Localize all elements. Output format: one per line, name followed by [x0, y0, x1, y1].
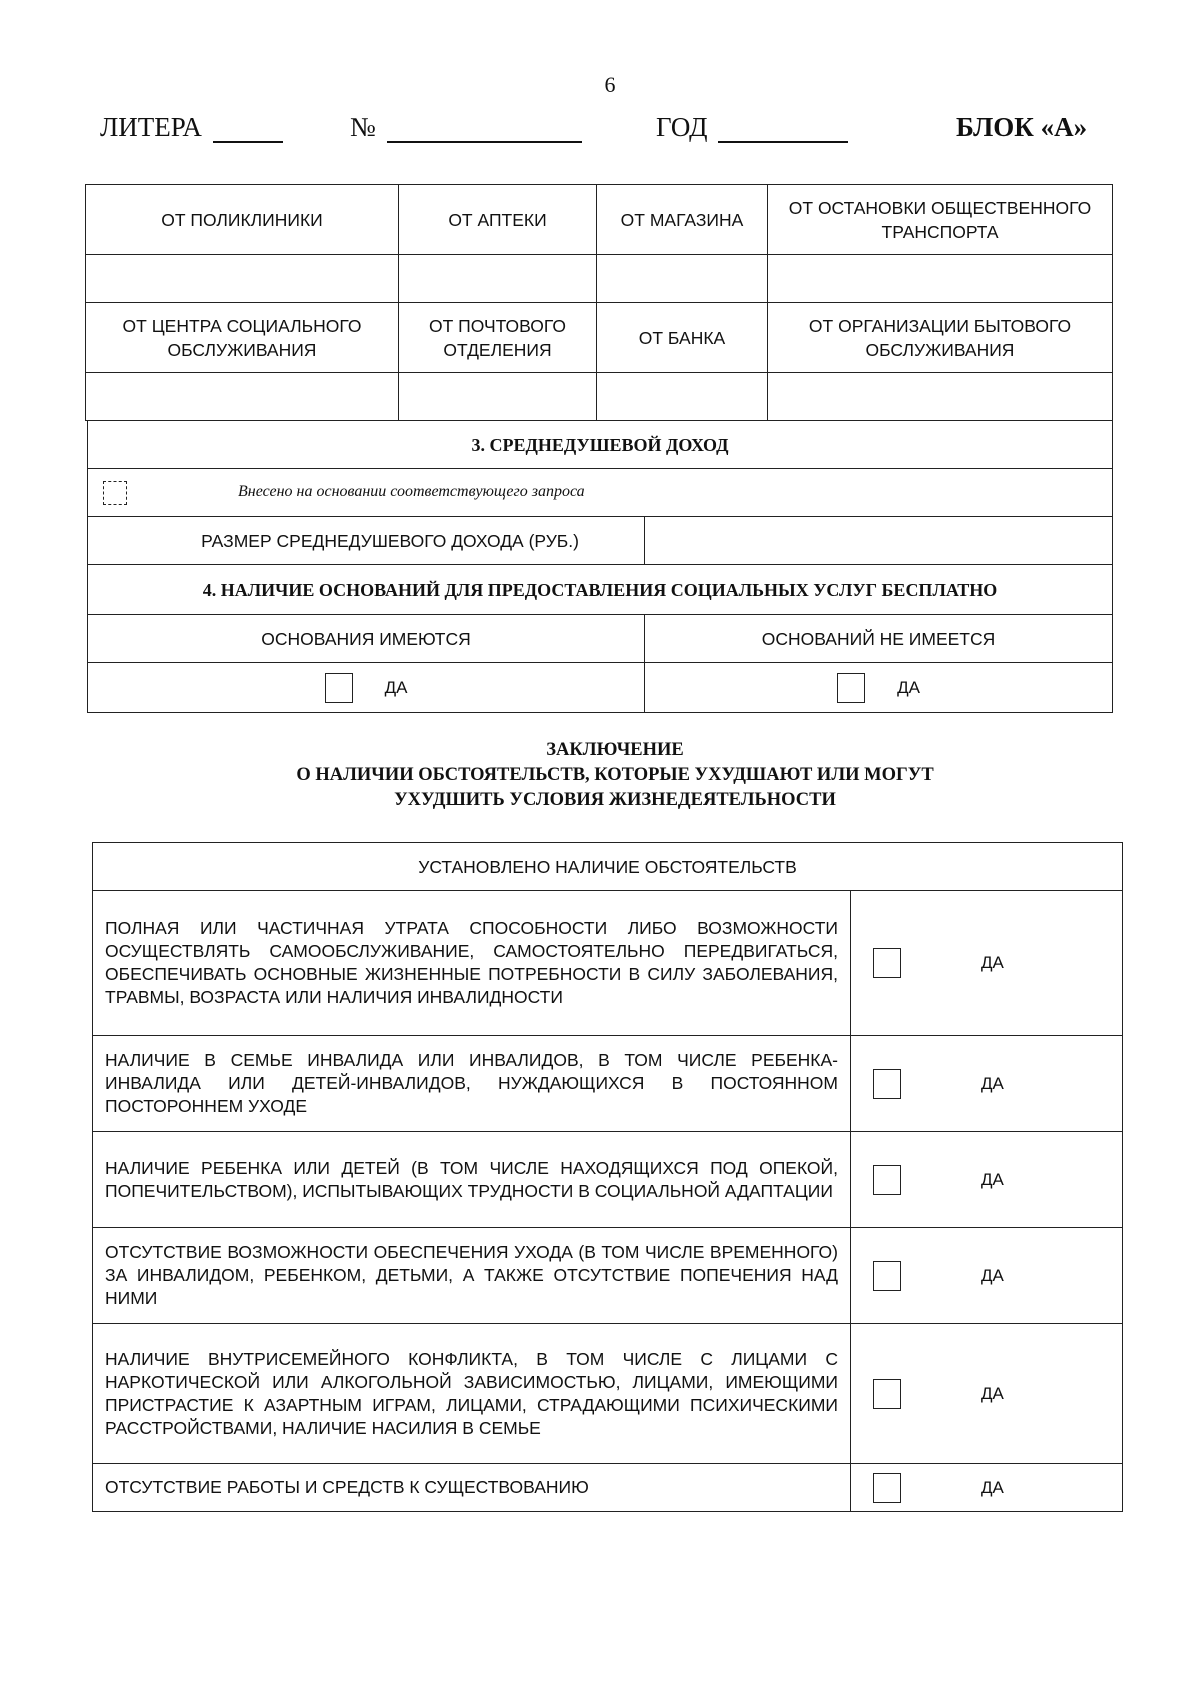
income-size-label: РАЗМЕР СРЕДНЕДУШЕВОГО ДОХОДА (РУБ.): [88, 517, 645, 565]
distance-consumer-services-label: ОТ ОРГАНИЗАЦИИ БЫТОВОГО ОБСЛУЖИВАНИЯ: [768, 303, 1113, 373]
circumstance-checkbox[interactable]: [873, 1261, 901, 1291]
conclusion-title: ЗАКЛЮЧЕНИЕ: [546, 740, 684, 760]
grounds-not-exist-checkbox[interactable]: [837, 673, 865, 703]
number-input[interactable]: [387, 115, 582, 143]
circumstance-checkbox[interactable]: [873, 1165, 901, 1195]
number-field: [350, 112, 582, 143]
distance-transport-stop-label: ОТ ОСТАНОВКИ ОБЩЕСТВЕННОГО ТРАНСПОРТА: [768, 185, 1113, 255]
circumstance-yes-label: ДА: [981, 1265, 1004, 1285]
form-header: [100, 112, 1100, 148]
income-grounds-table: [87, 420, 1113, 713]
circumstance-row: [93, 1132, 1123, 1228]
income-size-value[interactable]: [645, 517, 1113, 565]
page-number: 6: [604, 72, 616, 97]
year-label: ГОД: [656, 112, 708, 142]
distance-pharmacy-value[interactable]: [399, 255, 597, 303]
number-label: №: [350, 112, 376, 142]
circumstance-text: НАЛИЧИЕ ВНУТРИСЕМЕЙНОГО КОНФЛИКТА, В ТОМ ЧИСЛЕ С ЛИЦАМИ С НАРКОТИЧЕСКОЙ ИЛИ АЛКОГОЛЬНОЙ ЗАВИСИМОСТЬЮ, ЛИЦАМИ, ИМЕЮЩИМИ ПРИСТРАСТИЕ К АЗАРТНЫМ ИГРАМ, ЛИЦАМИ, СТРАДАЮЩИМИ ПСИХИЧЕСКИМИ РАССТРОЙСТВАМИ, НАЛИЧИЕ НАСИЛИЯ В СЕМЬЕ: [93, 1324, 851, 1464]
grounds-exist-label: ОСНОВАНИЯ ИМЕЮТСЯ: [88, 615, 645, 663]
circumstance-text: НАЛИЧИЕ РЕБЕНКА ИЛИ ДЕТЕЙ (В ТОМ ЧИСЛЕ НАХОДЯЩИХСЯ ПОД ОПЕКОЙ, ПОПЕЧИТЕЛЬСТВОМ), ИСПЫТЫВАЮЩИХ ТРУДНОСТИ В СОЦИАЛЬНОЙ АДАПТАЦИИ: [93, 1132, 851, 1228]
distance-transport-stop-value[interactable]: [768, 255, 1113, 303]
grounds-heading: 4. НАЛИЧИЕ ОСНОВАНИЙ ДЛЯ ПРЕДОСТАВЛЕНИЯ СОЦИАЛЬНЫХ УСЛУГ БЕСПЛАТНО: [88, 565, 1113, 615]
grounds-not-exist-yes-label: ДА: [897, 677, 920, 697]
circumstance-yes-label: ДА: [981, 1477, 1004, 1497]
circumstance-row: [93, 1324, 1123, 1464]
conclusion-subtitle-line1: О НАЛИЧИИ ОБСТОЯТЕЛЬСТВ, КОТОРЫЕ УХУДШАЮТ ИЛИ МОГУТ: [296, 765, 934, 785]
litera-input[interactable]: [213, 115, 283, 143]
circumstances-table: [92, 842, 1123, 1512]
distance-bank-value[interactable]: [597, 373, 768, 421]
distance-post-office-label: ОТ ПОЧТОВОГО ОТДЕЛЕНИЯ: [399, 303, 597, 373]
circumstance-answer: [851, 891, 1123, 1036]
litera-label: ЛИТЕРА: [100, 112, 202, 142]
circumstance-yes-label: ДА: [981, 953, 1004, 972]
grounds-exist-yes-label: ДА: [384, 677, 408, 697]
circumstance-text: ОТСУТСТВИЕ ВОЗМОЖНОСТИ ОБЕСПЕЧЕНИЯ УХОДА (В ТОМ ЧИСЛЕ ВРЕМЕННОГО) ЗА ИНВАЛИДОМ, РЕБЕНКОМ, ДЕТЬМИ, А ТАКЖЕ ОТСУТСТВИЕ ПОПЕЧЕНИЯ НАД НИМИ: [93, 1228, 851, 1324]
circumstance-text: НАЛИЧИЕ В СЕМЬЕ ИНВАЛИДА ИЛИ ИНВАЛИДОВ, В ТОМ ЧИСЛЕ РЕБЕНКА-ИНВАЛИДА ИЛИ ДЕТЕЙ-ИНВАЛИДОВ, НУЖДАЮЩИХСЯ В ПОСТОЯННОМ ПОСТОРОННЕМ УХОДЕ: [93, 1036, 851, 1132]
distances-table: [85, 184, 1113, 421]
circumstance-yes-label: ДА: [981, 1073, 1004, 1093]
distance-social-center-value[interactable]: [86, 373, 399, 421]
distance-social-center-label: ОТ ЦЕНТРА СОЦИАЛЬНОГО ОБСЛУЖИВАНИЯ: [86, 303, 399, 373]
circumstance-yes-label: ДА: [981, 1169, 1004, 1189]
circumstances-heading: УСТАНОВЛЕНО НАЛИЧИЕ ОБСТОЯТЕЛЬСТВ: [93, 843, 1123, 891]
circumstance-row: [93, 1228, 1123, 1324]
income-note: [88, 469, 1113, 517]
grounds-not-exist-cell: [645, 663, 1113, 713]
circumstance-checkbox[interactable]: [873, 1473, 901, 1503]
circumstance-answer: [851, 1324, 1123, 1464]
circumstance-checkbox[interactable]: [873, 948, 901, 978]
income-note-text: Внесено на основании соответствующего запроса: [238, 483, 585, 501]
grounds-exist-checkbox[interactable]: [325, 673, 353, 703]
circumstance-text: ОТСУТСТВИЕ РАБОТЫ И СРЕДСТВ К СУЩЕСТВОВАНИЮ: [93, 1464, 851, 1512]
circumstance-answer: [851, 1036, 1123, 1132]
circumstance-text: ПОЛНАЯ ИЛИ ЧАСТИЧНАЯ УТРАТА СПОСОБНОСТИ ЛИБО ВОЗМОЖНОСТИ ОСУЩЕСТВЛЯТЬ САМООБСЛУЖИВАНИЕ, САМОСТОЯТЕЛЬНО ПЕРЕДВИГАТЬСЯ, ОБЕСПЕЧИВАТЬ ОСНОВНЫЕ ЖИЗНЕННЫЕ ПОТРЕБНОСТИ В СИЛУ ЗАБОЛЕВАНИЯ, ТРАВМЫ, ВОЗРАСТА ИЛИ НАЛИЧИЯ ИНВАЛИДНОСТИ: [93, 891, 851, 1036]
circumstance-answer: [851, 1132, 1123, 1228]
circumstance-yes-label: ДА: [981, 1383, 1004, 1403]
circumstance-row: [93, 1036, 1123, 1132]
distance-shop-value[interactable]: [597, 255, 768, 303]
circumstance-row: [93, 891, 1123, 1036]
income-heading: 3. СРЕДНЕДУШЕВОЙ ДОХОД: [88, 421, 1113, 469]
block-label: БЛОК «А»: [956, 112, 1088, 142]
circumstance-answer: [851, 1228, 1123, 1324]
circumstance-checkbox[interactable]: [873, 1379, 901, 1409]
grounds-not-exist-label: ОСНОВАНИЙ НЕ ИМЕЕТСЯ: [645, 615, 1113, 663]
year-field: [656, 112, 848, 143]
distance-consumer-services-value[interactable]: [768, 373, 1113, 421]
conclusion-heading: [100, 738, 1130, 813]
conclusion-subtitle-line2: УХУДШИТЬ УСЛОВИЯ ЖИЗНЕДЕЯТЕЛЬНОСТИ: [394, 790, 836, 810]
circumstance-row: [93, 1464, 1123, 1512]
circumstance-answer: [851, 1464, 1123, 1512]
distance-shop-label: ОТ МАГАЗИНА: [597, 185, 768, 255]
distance-pharmacy-label: ОТ АПТЕКИ: [399, 185, 597, 255]
distance-post-office-value[interactable]: [399, 373, 597, 421]
litera-field: [100, 112, 283, 143]
year-input[interactable]: [718, 115, 848, 143]
income-note-checkbox[interactable]: [103, 481, 127, 505]
grounds-exist-cell: [88, 663, 645, 713]
circumstance-checkbox[interactable]: [873, 1069, 901, 1099]
distance-polyclinic-label: ОТ ПОЛИКЛИНИКИ: [86, 185, 399, 255]
distance-polyclinic-value[interactable]: [86, 255, 399, 303]
distance-bank-label: ОТ БАНКА: [597, 303, 768, 373]
